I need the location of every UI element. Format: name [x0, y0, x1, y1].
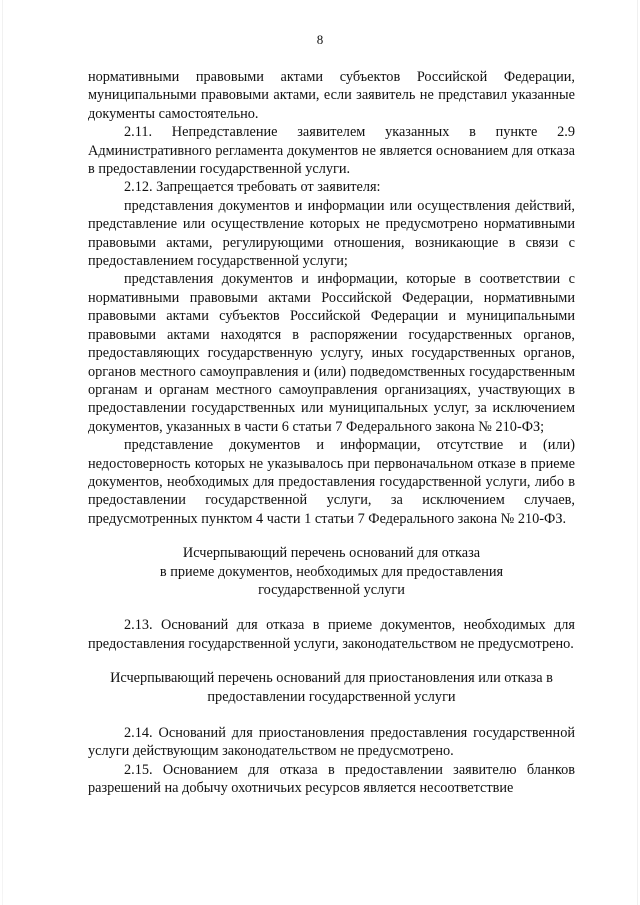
section-heading-refusal-acceptance: [88, 544, 575, 599]
paragraph-continuation: нормативными правовыми актами субъектов Российской Федерации, муниципальными правовыми актами, если заявитель не представил указанные документы самостоятельно.: [88, 69, 575, 122]
heading-line: предоставлении государственной услуги: [207, 688, 456, 705]
heading-line: Исчерпывающий перечень оснований для приостановления или отказа в: [110, 670, 553, 687]
heading-line: Исчерпывающий перечень оснований для отказа: [182, 545, 481, 562]
paragraph-2-15: 2.15. Основанием для отказа в предоставлении заявителю бланков разрешений на добычу охотничьих ресурсов является несоответствие: [88, 761, 575, 797]
scan-edge-left: [2, 0, 3, 905]
paragraph-2-11: 2.11. Непредставление заявителем указанных в пункте 2.9 Административного регламента документов не является основанием для отказа в предоставлении государственной услуги.: [88, 124, 575, 178]
document-body: [88, 68, 575, 798]
heading-line: государственной услуги: [258, 581, 405, 598]
paragraph-2-14: 2.14. Оснований для приостановления предоставления государственной услуги действующим законодательством не предусмотрено.: [88, 725, 575, 760]
paragraph-2-12-item-3: представление документов и информации, отсутствие и (или) недостоверность которых не указывалось при первоначальном отказе в приеме документов, необходимых для предоставления государственной услуги, либо в предоставлении государственной услуги, за исключением случаев, предусмотренных пунктом 4 части 1 статьи 7 Федерального закона № 210-ФЗ.: [88, 437, 575, 527]
paragraph-2-12-item-1: представления документов и информации или осуществления действий, представление или осуществление которых не предусмотрено нормативными правовыми актами, регулирующими отношения, возникающие в связи с предоставлением государственной услуги;: [88, 197, 575, 270]
scan-edge-right: [637, 0, 638, 905]
section-heading-suspension-refusal: [88, 669, 575, 706]
paragraph-2-13: 2.13. Оснований для отказа в приеме документов, необходимых для предоставления государственной услуги, законодательством не предусмотрено.: [88, 617, 575, 652]
page-number: 8: [316, 32, 324, 47]
paragraph-2-12: 2.12. Запрещается требовать от заявителя:: [124, 179, 381, 196]
heading-line: в приеме документов, необходимых для предоставления: [159, 563, 504, 580]
paragraph-2-12-item-2: представления документов и информации, которые в соответствии с нормативными правовыми актами Российской Федерации, нормативными правовыми актами субъектов Российской Федерации и муниципальными правовыми актами находятся в распоряжении государственных органов, предоставляющих государственную услугу, иных государственных органов, органов местного самоуправления и (или) подведомственных государственным органам и органам местного самоуправления организациях, участвующих в предоставлении государственных или муниципальных услуг, за исключением документов, указанных в части 6 статьи 7 Федерального закона № 210-ФЗ;: [88, 271, 575, 435]
